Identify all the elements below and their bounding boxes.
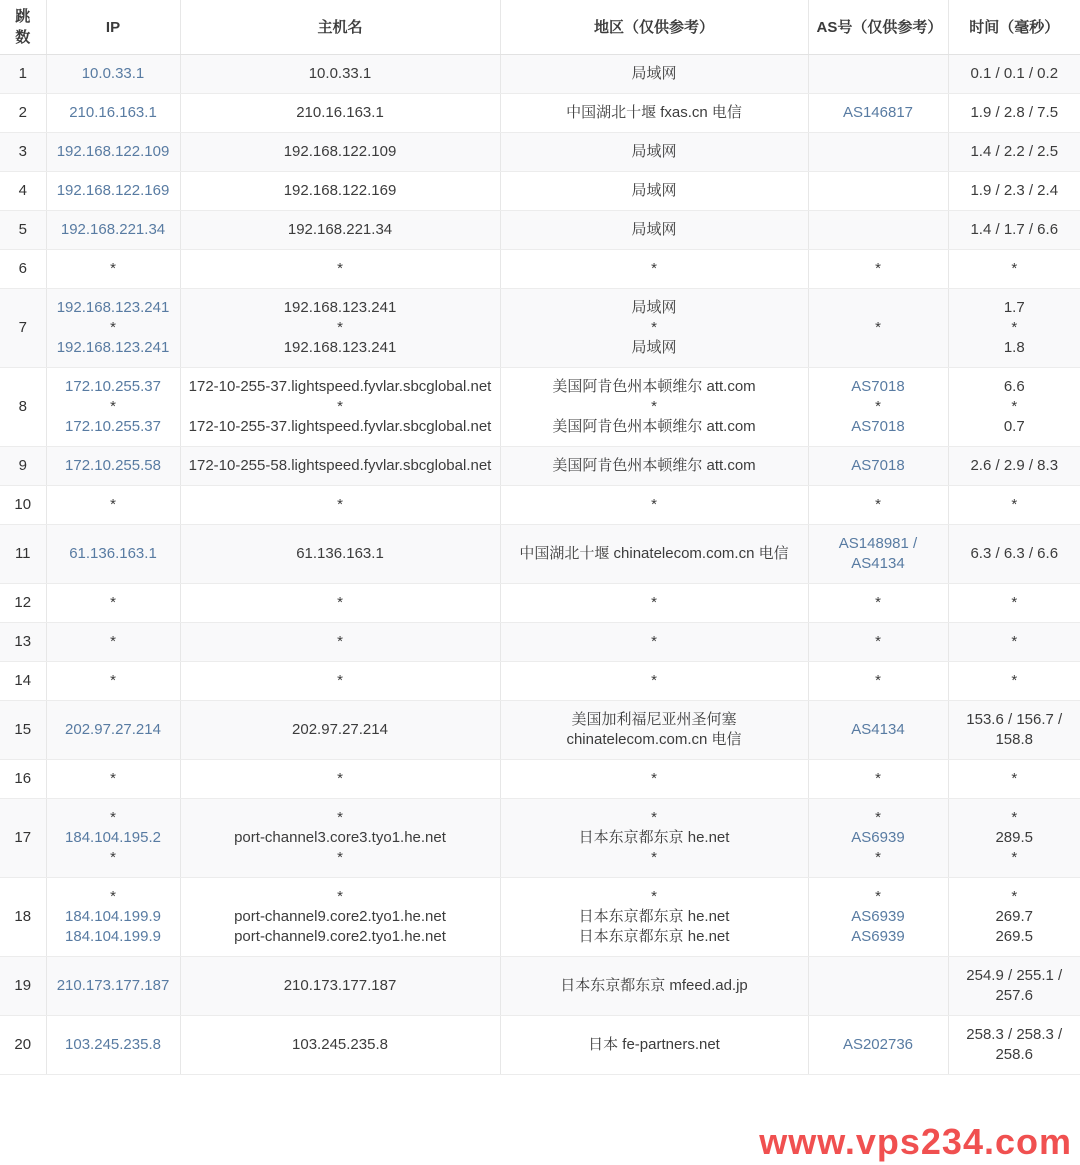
ip-cell [46,760,180,799]
table-row [0,172,1080,211]
table-row [0,525,1080,584]
ip-link[interactable]: 172.10.255.37 [65,378,161,395]
region-text: 美国阿肯色州本顿维尔 att.com [552,418,756,435]
ip-cell [46,133,180,172]
region-text: 日本东京都东京 he.net [578,928,730,945]
ip-link[interactable]: 192.168.122.109 [56,143,170,160]
ip-link[interactable]: 192.168.221.34 [60,221,166,238]
region-text: 日本 fe-partners.net [588,1036,720,1053]
hostname-text: 172-10-255-37.lightspeed.fyvlar.sbcglobal.net [188,378,492,395]
region-text: 美国阿肯色州本顿维尔 att.com [552,378,756,395]
host-cell [180,957,500,1016]
time-value: 254.9 / 255.1 / 257.6 [966,967,1063,1004]
time-cell [948,662,1080,701]
asterisk: * [875,319,881,336]
hop-cell: 16 [0,760,46,799]
ip-cell [46,250,180,289]
hostname-text: 172-10-255-37.lightspeed.fyvlar.sbcglobal.net [188,418,492,435]
table-row [0,211,1080,250]
region-cell [500,250,808,289]
time-value: 1.7 [1003,299,1025,316]
time-cell [948,486,1080,525]
asterisk: * [110,849,116,866]
table-row [0,1016,1080,1075]
asn-link[interactable]: AS6939 [851,829,905,846]
asterisk: * [110,496,116,513]
time-value: 1.4 / 2.2 / 2.5 [970,143,1059,160]
asterisk: * [1011,398,1018,415]
hop-cell: 6 [0,250,46,289]
table-row [0,662,1080,701]
asterisk: * [337,398,343,415]
time-value: 289.5 [995,829,1034,846]
ip-cell [46,55,180,94]
asn-cell [808,289,948,368]
hop-cell: 13 [0,623,46,662]
time-cell [948,211,1080,250]
host-cell [180,172,500,211]
ip-link[interactable]: 184.104.199.9 [65,928,161,945]
time-value: 153.6 / 156.7 / 158.8 [966,711,1063,748]
ip-link[interactable]: 103.245.235.8 [65,1036,161,1053]
time-cell [948,289,1080,368]
region-text: 日本东京都东京 he.net [578,829,730,846]
hostname-text: 61.136.163.1 [296,545,384,562]
ip-link[interactable]: 184.104.195.2 [65,829,161,846]
time-cell [948,584,1080,623]
asn-cell [808,701,948,760]
asn-cell [808,172,948,211]
asterisk: * [110,770,116,787]
asterisk: * [651,260,657,277]
time-value: 269.5 [995,928,1034,945]
region-text: 局域网 [631,182,677,199]
time-cell [948,525,1080,584]
asterisk: * [337,594,343,611]
ip-cell [46,1016,180,1075]
time-cell [948,133,1080,172]
asterisk: * [651,809,657,826]
region-text: 美国加利福尼亚州圣何塞 chinatelecom.com.cn 电信 [566,711,742,748]
table-row [0,133,1080,172]
asterisk: * [1011,496,1018,513]
asn-link[interactable]: AS7018 [851,418,905,435]
time-cell [948,957,1080,1016]
ip-cell [46,957,180,1016]
ip-cell [46,799,180,878]
asn-cell [808,211,948,250]
region-cell [500,584,808,623]
time-cell [948,623,1080,662]
region-cell [500,760,808,799]
asn-cell [808,133,948,172]
asterisk: * [651,633,657,650]
asterisk: * [875,672,881,689]
asterisk: * [110,809,116,826]
column-header-region: 地区（仅供参考） [500,0,808,55]
asterisk: * [110,594,116,611]
asn-link[interactable]: AS4134 [851,721,905,738]
ip-link[interactable]: 210.16.163.1 [69,104,157,121]
hop-cell: 8 [0,368,46,447]
asn-cell [808,957,948,1016]
asterisk: * [1011,770,1018,787]
region-cell [500,211,808,250]
region-text: 中国湖北十堰 fxas.cn 电信 [566,104,742,121]
region-cell [500,486,808,525]
asn-cell [808,799,948,878]
region-cell [500,878,808,957]
asn-cell [808,878,948,957]
host-cell [180,211,500,250]
asn-link[interactable]: AS148981 / AS4134 [838,535,918,572]
table-row [0,55,1080,94]
hop-cell: 2 [0,94,46,133]
region-cell [500,623,808,662]
asn-link[interactable]: AS202736 [842,1036,914,1053]
hostname-text: port-channel3.core3.tyo1.he.net [234,829,446,846]
asn-link[interactable]: AS7018 [851,457,905,474]
table-row [0,799,1080,878]
time-value: 2.6 / 2.9 / 8.3 [970,457,1059,474]
asterisk: * [110,888,116,905]
column-header-time: 时间（毫秒） [948,0,1080,55]
host-cell [180,878,500,957]
hostname-text: 192.168.123.241 [283,339,397,356]
asterisk: * [875,633,881,650]
asterisk: * [875,260,881,277]
region-cell [500,957,808,1016]
hostname-text: 192.168.122.169 [283,182,397,199]
asn-cell [808,94,948,133]
asterisk: * [875,398,881,415]
time-cell [948,701,1080,760]
hop-cell: 11 [0,525,46,584]
ip-link[interactable]: 10.0.33.1 [81,65,145,82]
ip-cell [46,525,180,584]
region-cell [500,525,808,584]
time-value: 0.1 / 0.1 / 0.2 [970,65,1059,82]
host-cell [180,289,500,368]
ip-cell [46,172,180,211]
ip-link[interactable]: 184.104.199.9 [65,908,161,925]
region-text: 局域网 [631,299,677,316]
asterisk: * [110,398,116,415]
time-cell [948,55,1080,94]
ip-cell [46,211,180,250]
table-body [0,55,1080,1075]
column-header-asn: AS号（仅供参考） [808,0,948,55]
asterisk: * [110,672,116,689]
host-cell [180,525,500,584]
ip-cell [46,623,180,662]
hop-cell: 15 [0,701,46,760]
host-cell [180,486,500,525]
table-header [0,0,1080,55]
table-row [0,250,1080,289]
host-cell [180,584,500,623]
time-value: 258.3 / 258.3 / 258.6 [966,1026,1063,1063]
hostname-text: 192.168.123.241 [283,299,397,316]
region-text: 局域网 [631,221,677,238]
time-cell [948,368,1080,447]
region-cell [500,172,808,211]
asn-cell [808,486,948,525]
region-text: 日本东京都东京 he.net [578,908,730,925]
hostname-text: port-channel9.core2.tyo1.he.net [234,928,446,945]
region-cell [500,289,808,368]
column-header-ip: IP [46,0,180,55]
host-cell [180,55,500,94]
asterisk: * [875,496,881,513]
hop-cell: 4 [0,172,46,211]
hop-cell: 1 [0,55,46,94]
host-cell [180,662,500,701]
table-row [0,878,1080,957]
asn-cell [808,447,948,486]
hostname-text: 10.0.33.1 [308,65,372,82]
asterisk: * [875,770,881,787]
asn-link[interactable]: AS146817 [842,104,914,121]
ip-cell [46,662,180,701]
table-row [0,486,1080,525]
region-cell [500,701,808,760]
region-cell [500,55,808,94]
hop-cell: 18 [0,878,46,957]
region-cell [500,94,808,133]
asterisk: * [110,633,116,650]
time-cell [948,447,1080,486]
time-cell [948,878,1080,957]
ip-cell [46,584,180,623]
asterisk: * [337,319,343,336]
region-text: 局域网 [631,65,677,82]
host-cell [180,94,500,133]
asterisk: * [651,319,657,336]
hostname-text: port-channel9.core2.tyo1.he.net [234,908,446,925]
ip-cell [46,94,180,133]
asterisk: * [337,496,343,513]
host-cell [180,623,500,662]
host-cell [180,701,500,760]
region-cell [500,662,808,701]
ip-cell [46,447,180,486]
column-header-hop: 跳数 [0,0,46,55]
column-header-hostname: 主机名 [180,0,500,55]
asn-cell [808,525,948,584]
ip-cell [46,368,180,447]
hop-cell: 17 [0,799,46,878]
watermark: www.vps234.com [759,1121,1072,1162]
table-row [0,94,1080,133]
hostname-text: 192.168.221.34 [287,221,393,238]
ip-link[interactable]: 192.168.122.169 [56,182,170,199]
ip-link[interactable]: 192.168.123.241 [56,299,170,316]
asn-link[interactable]: AS6939 [851,928,905,945]
asn-link[interactable]: AS7018 [851,378,905,395]
region-text: 美国阿肯色州本顿维尔 att.com [552,457,756,474]
ip-cell [46,878,180,957]
time-value: 1.8 [1003,339,1025,356]
asn-cell [808,1016,948,1075]
asterisk: * [1011,809,1018,826]
host-cell [180,368,500,447]
table-row [0,368,1080,447]
asterisk: * [651,770,657,787]
table-row [0,701,1080,760]
asterisk: * [875,849,881,866]
asterisk: * [651,672,657,689]
asterisk: * [337,770,343,787]
hop-cell: 3 [0,133,46,172]
asn-link[interactable]: AS6939 [851,908,905,925]
ip-cell [46,701,180,760]
asn-cell [808,584,948,623]
asterisk: * [110,319,116,336]
asterisk: * [1011,260,1018,277]
host-cell [180,133,500,172]
asn-cell [808,662,948,701]
ip-link[interactable]: 172.10.255.58 [65,457,161,474]
host-cell [180,760,500,799]
table-row [0,760,1080,799]
time-value: 6.3 / 6.3 / 6.6 [970,545,1059,562]
asn-cell [808,250,948,289]
asterisk: * [1011,672,1018,689]
time-value: 0.7 [1003,418,1025,435]
region-text: 局域网 [631,339,677,356]
hop-cell: 14 [0,662,46,701]
hostname-text: 210.16.163.1 [296,104,384,121]
hostname-text: 172-10-255-58.lightspeed.fyvlar.sbcglobal.net [188,457,492,474]
hop-cell: 5 [0,211,46,250]
host-cell [180,447,500,486]
time-value: 269.7 [995,908,1034,925]
hostname-text: 210.173.177.187 [283,977,397,994]
hop-cell: 19 [0,957,46,1016]
time-cell [948,799,1080,878]
host-cell [180,799,500,878]
table-row [0,623,1080,662]
asterisk: * [337,633,343,650]
asterisk: * [1011,849,1018,866]
table-row [0,289,1080,368]
asterisk: * [110,260,116,277]
host-cell [180,1016,500,1075]
host-cell [180,250,500,289]
region-cell [500,133,808,172]
hostname-text: 192.168.122.109 [283,143,397,160]
asterisk: * [875,594,881,611]
region-cell [500,799,808,878]
time-cell [948,1016,1080,1075]
time-value: 1.4 / 1.7 / 6.6 [970,221,1059,238]
hop-cell: 20 [0,1016,46,1075]
region-cell [500,1016,808,1075]
table-row [0,584,1080,623]
time-cell [948,760,1080,799]
asterisk: * [1011,633,1018,650]
time-cell [948,172,1080,211]
ip-link[interactable]: 192.168.123.241 [56,339,170,356]
asterisk: * [651,398,657,415]
ip-link[interactable]: 172.10.255.37 [65,418,161,435]
region-text: 日本东京都东京 mfeed.ad.jp [560,977,748,994]
hostname-text: 103.245.235.8 [292,1036,388,1053]
hop-cell: 7 [0,289,46,368]
region-text: 中国湖北十堰 chinatelecom.com.cn 电信 [519,545,789,562]
region-cell [500,368,808,447]
time-cell [948,250,1080,289]
hop-cell: 9 [0,447,46,486]
asterisk: * [651,594,657,611]
asterisk: * [337,672,343,689]
asterisk: * [651,849,657,866]
ip-link[interactable]: 210.173.177.187 [56,977,170,994]
asn-cell [808,623,948,662]
time-value: 1.9 / 2.3 / 2.4 [970,182,1059,199]
ip-link[interactable]: 61.136.163.1 [69,545,157,562]
asterisk: * [651,496,657,513]
table-row [0,447,1080,486]
asterisk: * [337,849,343,866]
hop-cell: 10 [0,486,46,525]
time-value: 6.6 [1003,378,1025,395]
asterisk: * [337,260,343,277]
asterisk: * [651,888,657,905]
time-cell [948,94,1080,133]
ip-link[interactable]: 202.97.27.214 [65,721,161,738]
asterisk: * [875,809,881,826]
hostname-text: 202.97.27.214 [292,721,388,738]
asterisk: * [1011,594,1018,611]
asterisk: * [1011,888,1018,905]
region-text: 局域网 [631,143,677,160]
asterisk: * [1011,319,1018,336]
ip-cell [46,289,180,368]
time-value: 1.9 / 2.8 / 7.5 [970,104,1059,121]
asn-cell [808,55,948,94]
asn-cell [808,760,948,799]
region-cell [500,447,808,486]
asn-cell [808,368,948,447]
asterisk: * [337,809,343,826]
asterisk: * [337,888,343,905]
table-row [0,957,1080,1016]
asterisk: * [875,888,881,905]
ip-cell [46,486,180,525]
hop-cell: 12 [0,584,46,623]
